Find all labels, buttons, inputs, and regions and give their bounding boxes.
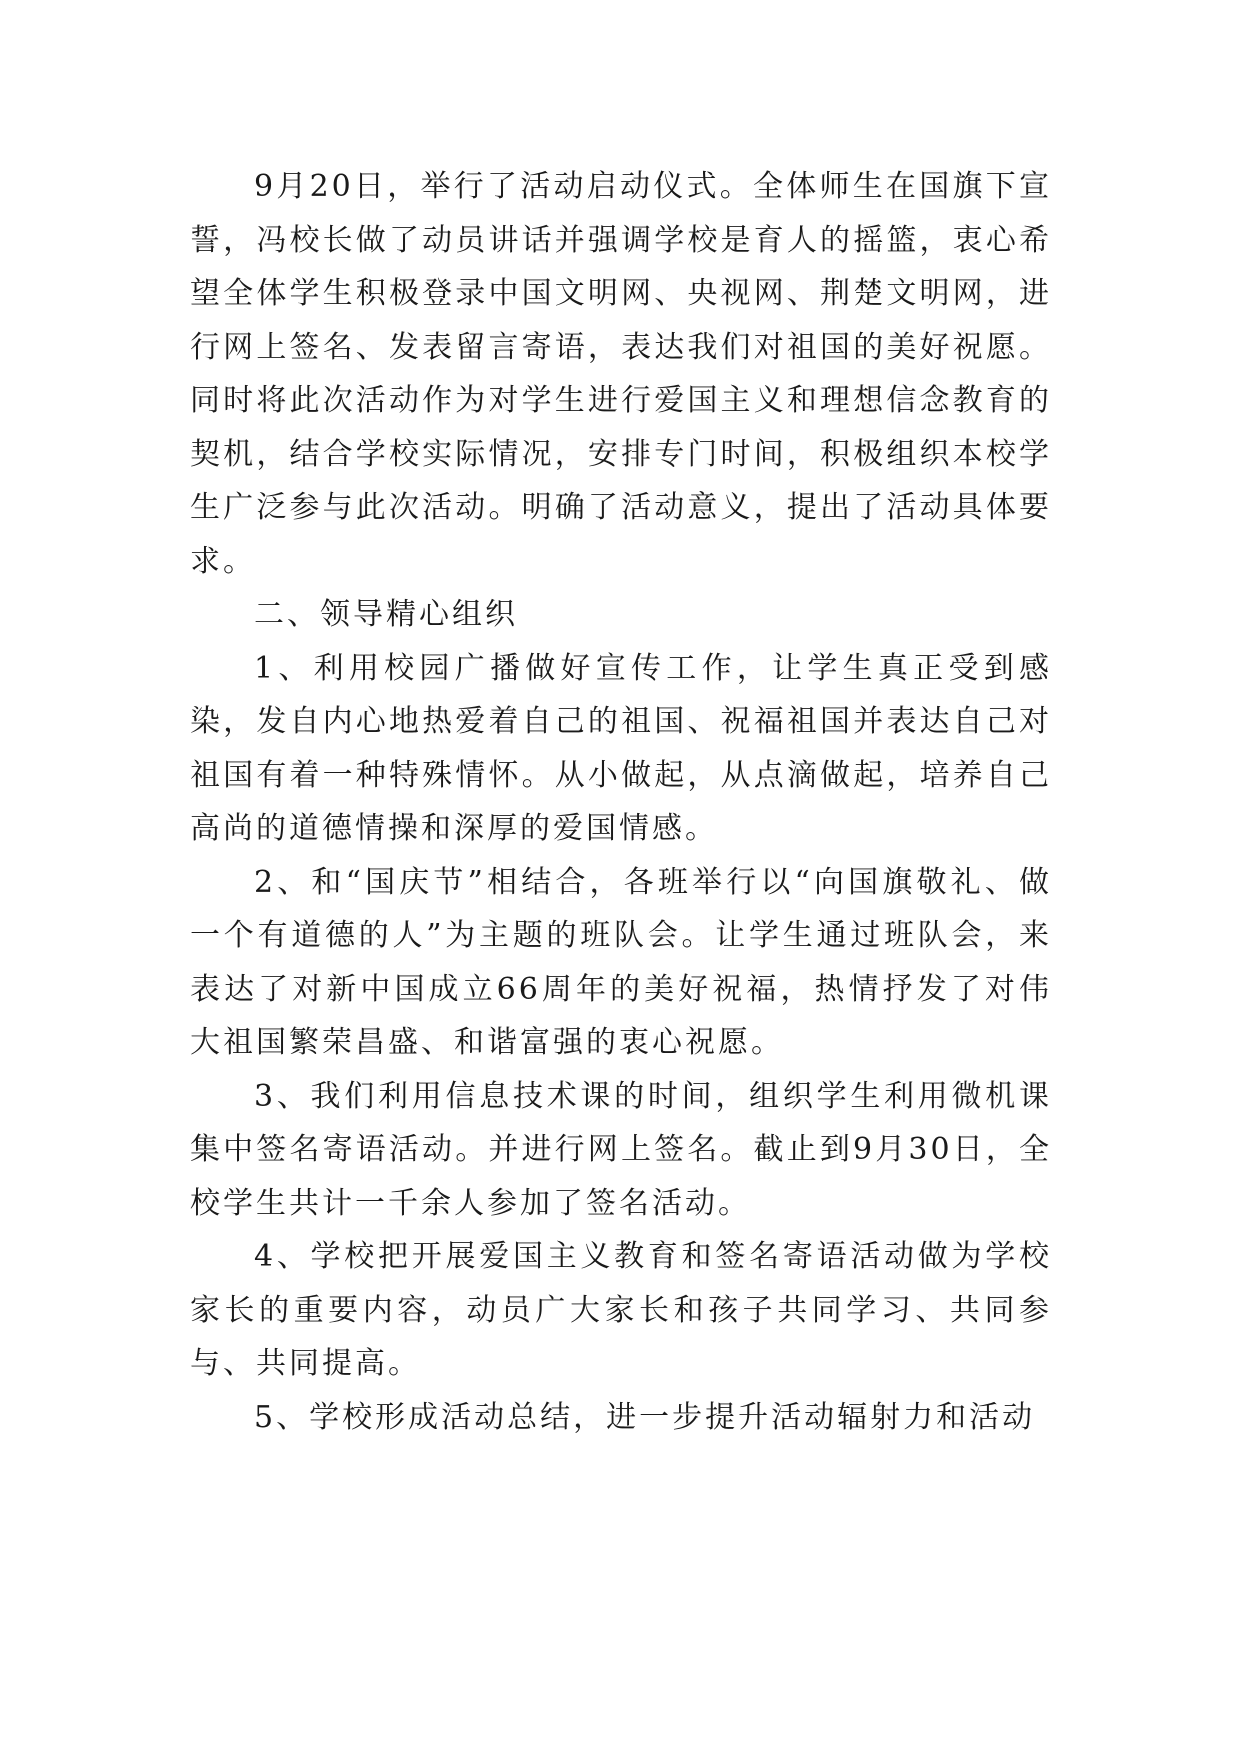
paragraph-item-1: 1、利用校园广播做好宣传工作，让学生真正受到感染，发自内心地热爱着自己的祖国、祝福祖国并表达自己对祖国有着一种特殊情怀。从小做起，从点滴做起，培养自己高尚的道德情操和深厚的爱国情感。 bbox=[190, 650, 1052, 846]
paragraph-item-2: 2、和“国庆节”相结合，各班举行以“向国旗敬礼、做一个有道德的人”为主题的班队会。让学生通过班队会，来表达了对新中国成立66周年的美好祝福，热情抒发了对伟大祖国繁荣昌盛、和谐富强的衷心祝愿。 bbox=[190, 864, 1052, 1060]
section-heading-leadership: 二、领导精心组织 bbox=[254, 597, 518, 632]
paragraph-item-5: 5、学校形成活动总结，进一步提升活动辐射力和活动 bbox=[254, 1399, 1036, 1435]
paragraph-item-4: 4、学校把开展爱国主义教育和签名寄语活动做为学校家长的重要内容，动员广大家长和孩子共同学习、共同参与、共同提高。 bbox=[190, 1239, 1052, 1381]
paragraph-launch-ceremony: 9月20日，举行了活动启动仪式。全体师生在国旗下宣誓，冯校长做了动员讲话并强调学校是育人的摇篮，衷心希望全体学生积极登录中国文明网、央视网、荆楚文明网，进行网上签名、发表留言寄语，表达我们对祖国的美好祝愿。同时将此次活动作为对学生进行爱国主义和理想信念教育的契机，结合学校实际情况，安排专门时间，积极组织本校学生广泛参与此次活动。明确了活动意义，提出了活动具体要求。 bbox=[190, 169, 1052, 579]
document-body bbox=[190, 160, 1052, 1444]
paragraph-item-3: 3、我们利用信息技术课的时间，组织学生利用微机课集中签名寄语活动。并进行网上签名。截止到9月30日，全校学生共计一千余人参加了签名活动。 bbox=[190, 1078, 1052, 1221]
